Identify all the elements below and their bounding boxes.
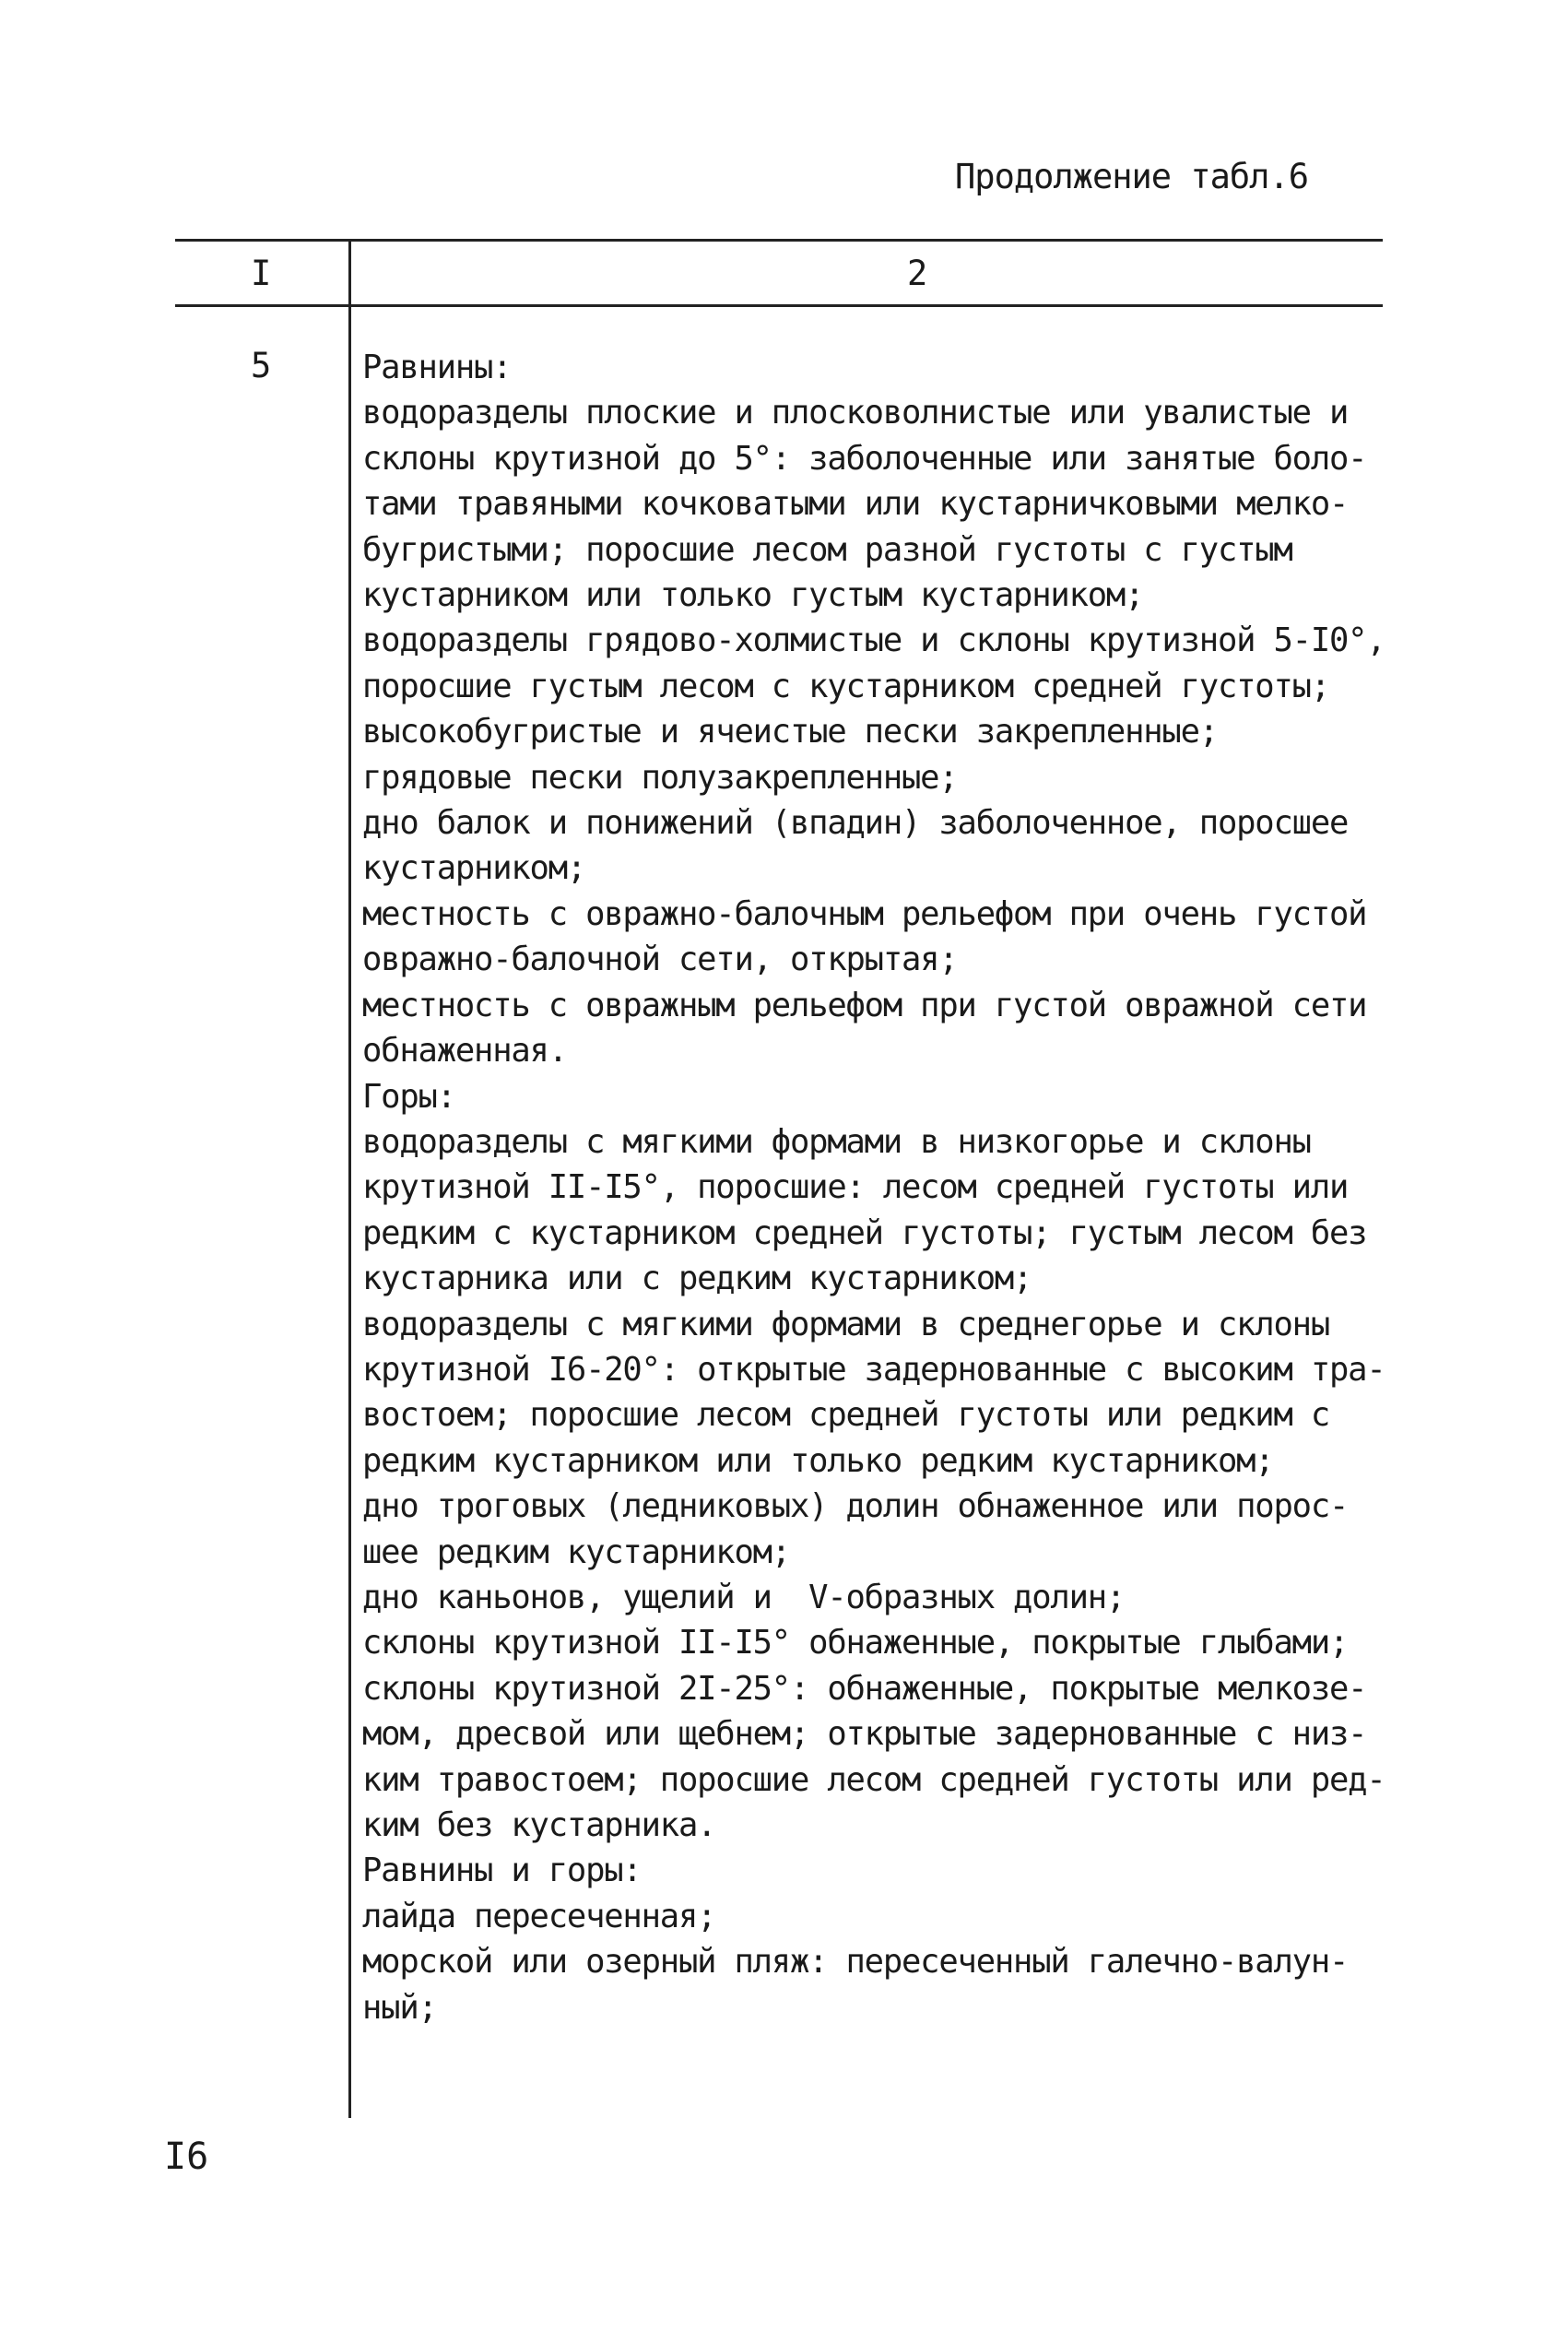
- text-line: местность с овражно-балочным рельефом при очень густой: [362, 894, 1367, 933]
- text-line: обнаженная.: [362, 1032, 567, 1071]
- text-line: овражно-балочной сети, открытая;: [362, 941, 958, 979]
- text-line: ный;: [362, 1988, 437, 2027]
- text-line: шее редким кустарником;: [362, 1532, 790, 1571]
- text-line: морской или озерный пляж: пересеченный галечно-валун-: [362, 1943, 1349, 1982]
- row-number: 5: [251, 346, 272, 385]
- text-line: ким травостоем; поросшие лесом средней густоты или ред-: [362, 1760, 1385, 1799]
- text-line: поросшие густым лесом с кустарником средней густоты;: [362, 667, 1329, 705]
- table-header-rule: [175, 304, 1383, 307]
- text-line: бугристыми; поросшие лесом разной густоты с густым: [362, 530, 1292, 569]
- text-line: Равнины:: [362, 349, 512, 386]
- text-line: дно каньонов, ущелий и V-образных долин;: [362, 1578, 1126, 1616]
- text-line: лайда пересеченная;: [362, 1897, 716, 1935]
- text-line: крутизной I6-20°: открытые задернованные с высоким тра-: [362, 1350, 1385, 1389]
- table-column-divider: [348, 239, 351, 2118]
- table-cell-text: [362, 345, 1404, 2030]
- text-line: мом, дресвой или щебнем; открытые задернованные с низ-: [362, 1715, 1367, 1754]
- text-line: водоразделы с мягкими формами в низкогорье и склоны: [362, 1122, 1311, 1161]
- column-header-1: I: [251, 254, 272, 293]
- text-line: водоразделы плоские и плосковолнистые или увалистые и: [362, 394, 1349, 432]
- text-line: редким кустарником или только редким кустарником;: [362, 1441, 1274, 1480]
- text-line: кустарником или только густым кустарником;: [362, 576, 1144, 615]
- text-line: дно балок и понижений (впадин) заболоченное, поросшее: [362, 804, 1349, 843]
- table-top-rule: [175, 239, 1383, 242]
- text-line: местность с овражным рельефом при густой овражной сети: [362, 986, 1367, 1024]
- text-line: грядовые пески полузакрепленные;: [362, 758, 958, 797]
- text-line: склоны крутизной до 5°: заболоченные или занятые боло-: [362, 439, 1367, 478]
- text-line: склоны крутизной 2I-25°: обнаженные, покрытые мелкозе-: [362, 1669, 1367, 1708]
- page-number: I6: [164, 2136, 209, 2178]
- text-line: водоразделы с мягкими формами в среднегорье и склоны: [362, 1305, 1329, 1343]
- text-line: водоразделы грядово-холмистые и склоны крутизной 5-I0°,: [362, 621, 1385, 660]
- text-line: крутизной II-I5°, поросшие: лесом средней густоты или: [362, 1168, 1349, 1207]
- text-line: ким без кустарника.: [362, 1806, 716, 1844]
- text-line: склоны крутизной II-I5° обнаженные, покрытые глыбами;: [362, 1624, 1349, 1662]
- text-line: редким с кустарником средней густоты; густым лесом без: [362, 1213, 1367, 1252]
- text-line: кустарником;: [362, 849, 586, 888]
- text-line: кустарника или с редким кустарником;: [362, 1260, 1032, 1298]
- text-line: Равнины и горы:: [362, 1852, 642, 1890]
- text-line: Горы:: [362, 1077, 455, 1116]
- text-line: дно троговых (ледниковых) долин обнаженное или порос-: [362, 1487, 1349, 1526]
- text-line: востоем; поросшие лесом средней густоты или редким с: [362, 1396, 1329, 1435]
- column-header-2: 2: [907, 254, 928, 293]
- text-line: высокобугристые и ячеистые пески закрепленные;: [362, 713, 1218, 751]
- text-line: тами травяными кочковатыми или кустарничковыми мелко-: [362, 485, 1349, 524]
- table-caption: Продолжение табл.6: [955, 157, 1308, 196]
